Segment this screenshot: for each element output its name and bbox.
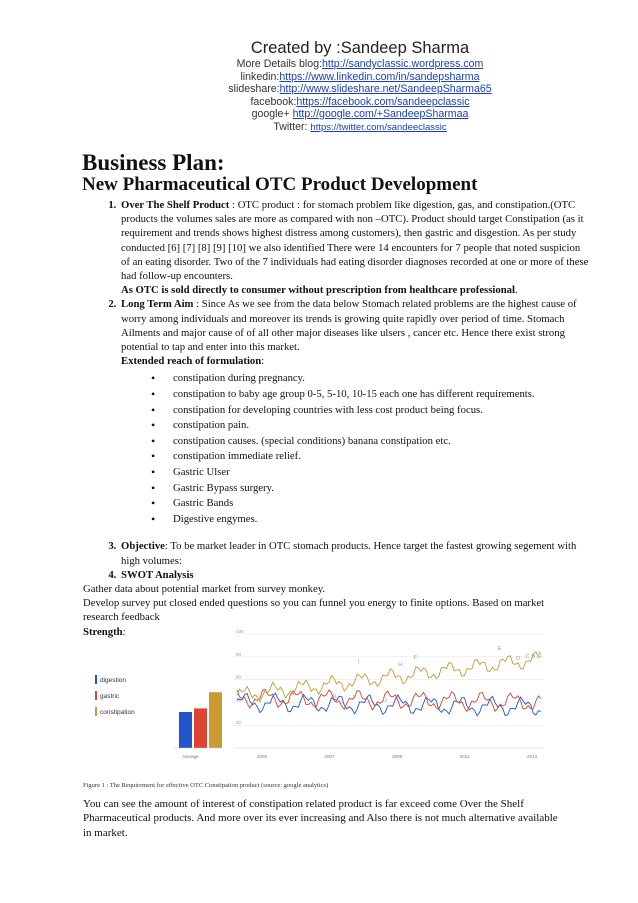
figure-caption: Figure 1 : The Requirement for effective OTC Constipation product (source: google analytics) [83,782,329,789]
list-item: • constipation for developing countries with less cost product being focus. [151,403,589,419]
slideshare-label: slideshare: [228,83,280,95]
x-tick-label: 2005 [256,754,268,759]
legend-swatch [95,707,97,716]
legend-label: digestion [100,677,127,684]
legend-label: constipation [100,709,135,716]
average-bar [209,692,222,748]
x-tick-label: 2013 [526,754,538,759]
y-tick-label: 20 [236,720,242,726]
slideshare-link[interactable]: http://www.slideshare.net/SandeepSharma65 [279,83,492,95]
author-header [150,38,570,134]
x-tick-label: 2011 [459,754,470,759]
blog-line [150,58,570,71]
otc-statement-end: . [514,284,518,297]
average-bar [194,708,207,748]
linkedin-label: linkedin: [240,70,280,83]
list-item: • Gastric Bypass surgery. [151,481,589,497]
trend-chart-svg [90,625,550,766]
twitter-line [150,121,570,135]
twitter-link[interactable]: https://twitter.com/sandeeclassic [310,121,447,133]
y-tick-label: 40 [236,697,242,703]
list-item: • Digestive engymes. [151,512,589,528]
blog-label: More Details blog: [236,58,323,70]
y-tick-label: 100 [236,629,244,634]
annotation-label: G [382,697,388,704]
list-item: • Gastric Bands [151,496,589,512]
annotation-label: F [413,655,418,662]
y-tick-label: 80 [236,651,242,657]
legend-swatch [95,691,97,700]
linkedin-line [150,71,570,84]
list-item-product [119,198,589,297]
annotation-label: I [358,659,360,666]
product-label: Over The Shelf Product [121,199,230,211]
annotation-label: K [333,693,337,700]
otc-statement: As OTC is sold directly to consumer without prescription from healthcare professional [121,284,515,297]
list-item: • Gastric Ulser [151,465,589,481]
plan-list [83,198,589,582]
reach-label: Extended reach of formulation [121,355,262,368]
bar-label: Average [182,754,199,759]
list-item-swot [119,568,589,582]
x-tick-label: 2007 [324,754,335,759]
facebook-label: facebook: [250,95,297,108]
aim-text: : Since As we see from the data below Stomach related problems are the highest cause of worry among individuals and moreover its trends is growing quite rapidly over period of time. Stomach Ailments and major cause of of all other major diseases like ulsers , cancer etc. Hence there exist strong potential to tap and enter into this market. [121,298,577,354]
swot-label: SWOT Analysis [121,568,194,581]
annotation-label: E [497,645,502,652]
annotation-label: H [398,661,403,668]
strength-colon: : [122,625,126,638]
facebook-link[interactable]: https://facebook.com/sandeepclassic [296,95,470,108]
google-label: google+ [251,108,293,120]
google-link[interactable]: http://google.com/+SandeepSharmaa [292,108,469,120]
strength-label: Strength [83,625,123,638]
annotation-label: C [525,653,530,660]
blog-link[interactable]: http://sandyclassic.wordpress.com [322,58,484,70]
list-item: • constipation causes. (special conditions) banana constipation etc. [151,434,589,450]
list-item: • constipation to baby age group 0-5, 5-10, 10-15 each one has different requirements. [151,387,589,403]
y-tick-label: 60 [236,674,242,680]
reach-colon: : [261,355,265,368]
closing-paragraph: You can see the amount of interest of constipation related product is far exceed come Over the Shelf Pharmaceutical products. And more over its ever increasing and Also there is not much alternative available in market. [83,798,558,839]
annotation-label: D [516,656,521,663]
author-title: Created by :Sandeep Sharma [250,39,470,57]
product-text: : OTC product : for stomach problem like digestion, gas, and constipation.(OTC products the volumes sales are more as compared with non –OTC). Product should target Constipation (as it requirement and trends shows highest distress among customers), then gastric and disgestion. As per study conducted [6] [7] [8] [9] [10] we also identified There were 14 encounters for 7 people that noted suspicion of an eating disorder. Two of the 7 individuals had eating disorder diagnoses recorded at one or more of these had follow-up encounters. [121,199,589,283]
annotation-label: J [351,694,355,701]
facebook-line [150,96,570,109]
objective-text: : To be market leader in OTC stomach products. Hence target the fastest growing segement with high volumes: [121,540,577,567]
gather-text: Gather data about potential market from survey monkey. [83,583,326,595]
google-line [150,108,570,121]
reach-list [121,371,589,527]
trend-chart [90,625,550,766]
list-item: • constipation during pregnancy. [151,371,589,387]
annotation-label: B [531,653,536,660]
list-item-aim [119,297,589,539]
series-line [237,693,541,716]
list-item-objective [119,539,589,567]
page-heading: Business Plan: [82,150,225,175]
list-item: • constipation immediate relief. [151,449,589,465]
objective-label: Objective [121,540,165,553]
average-bar [179,712,192,748]
annotation-label: A [537,651,542,658]
aim-label: Long Term Aim [121,298,194,311]
develop-text: Develop survey put closed ended questions so you can funnel you energy to finite options. Based on market research feedback [83,597,545,624]
x-tick-label: 2009 [391,754,403,759]
legend-label: gastric [100,693,120,700]
list-item: • constipation pain. [151,418,589,434]
twitter-label: Twitter: [273,120,311,133]
legend-swatch [95,675,97,684]
page-subheading: New Pharmaceutical OTC Product Development [82,174,478,195]
slideshare-line [150,83,570,96]
linkedin-link[interactable]: https://www.linkedin.com/in/sandepsharma [279,70,480,83]
